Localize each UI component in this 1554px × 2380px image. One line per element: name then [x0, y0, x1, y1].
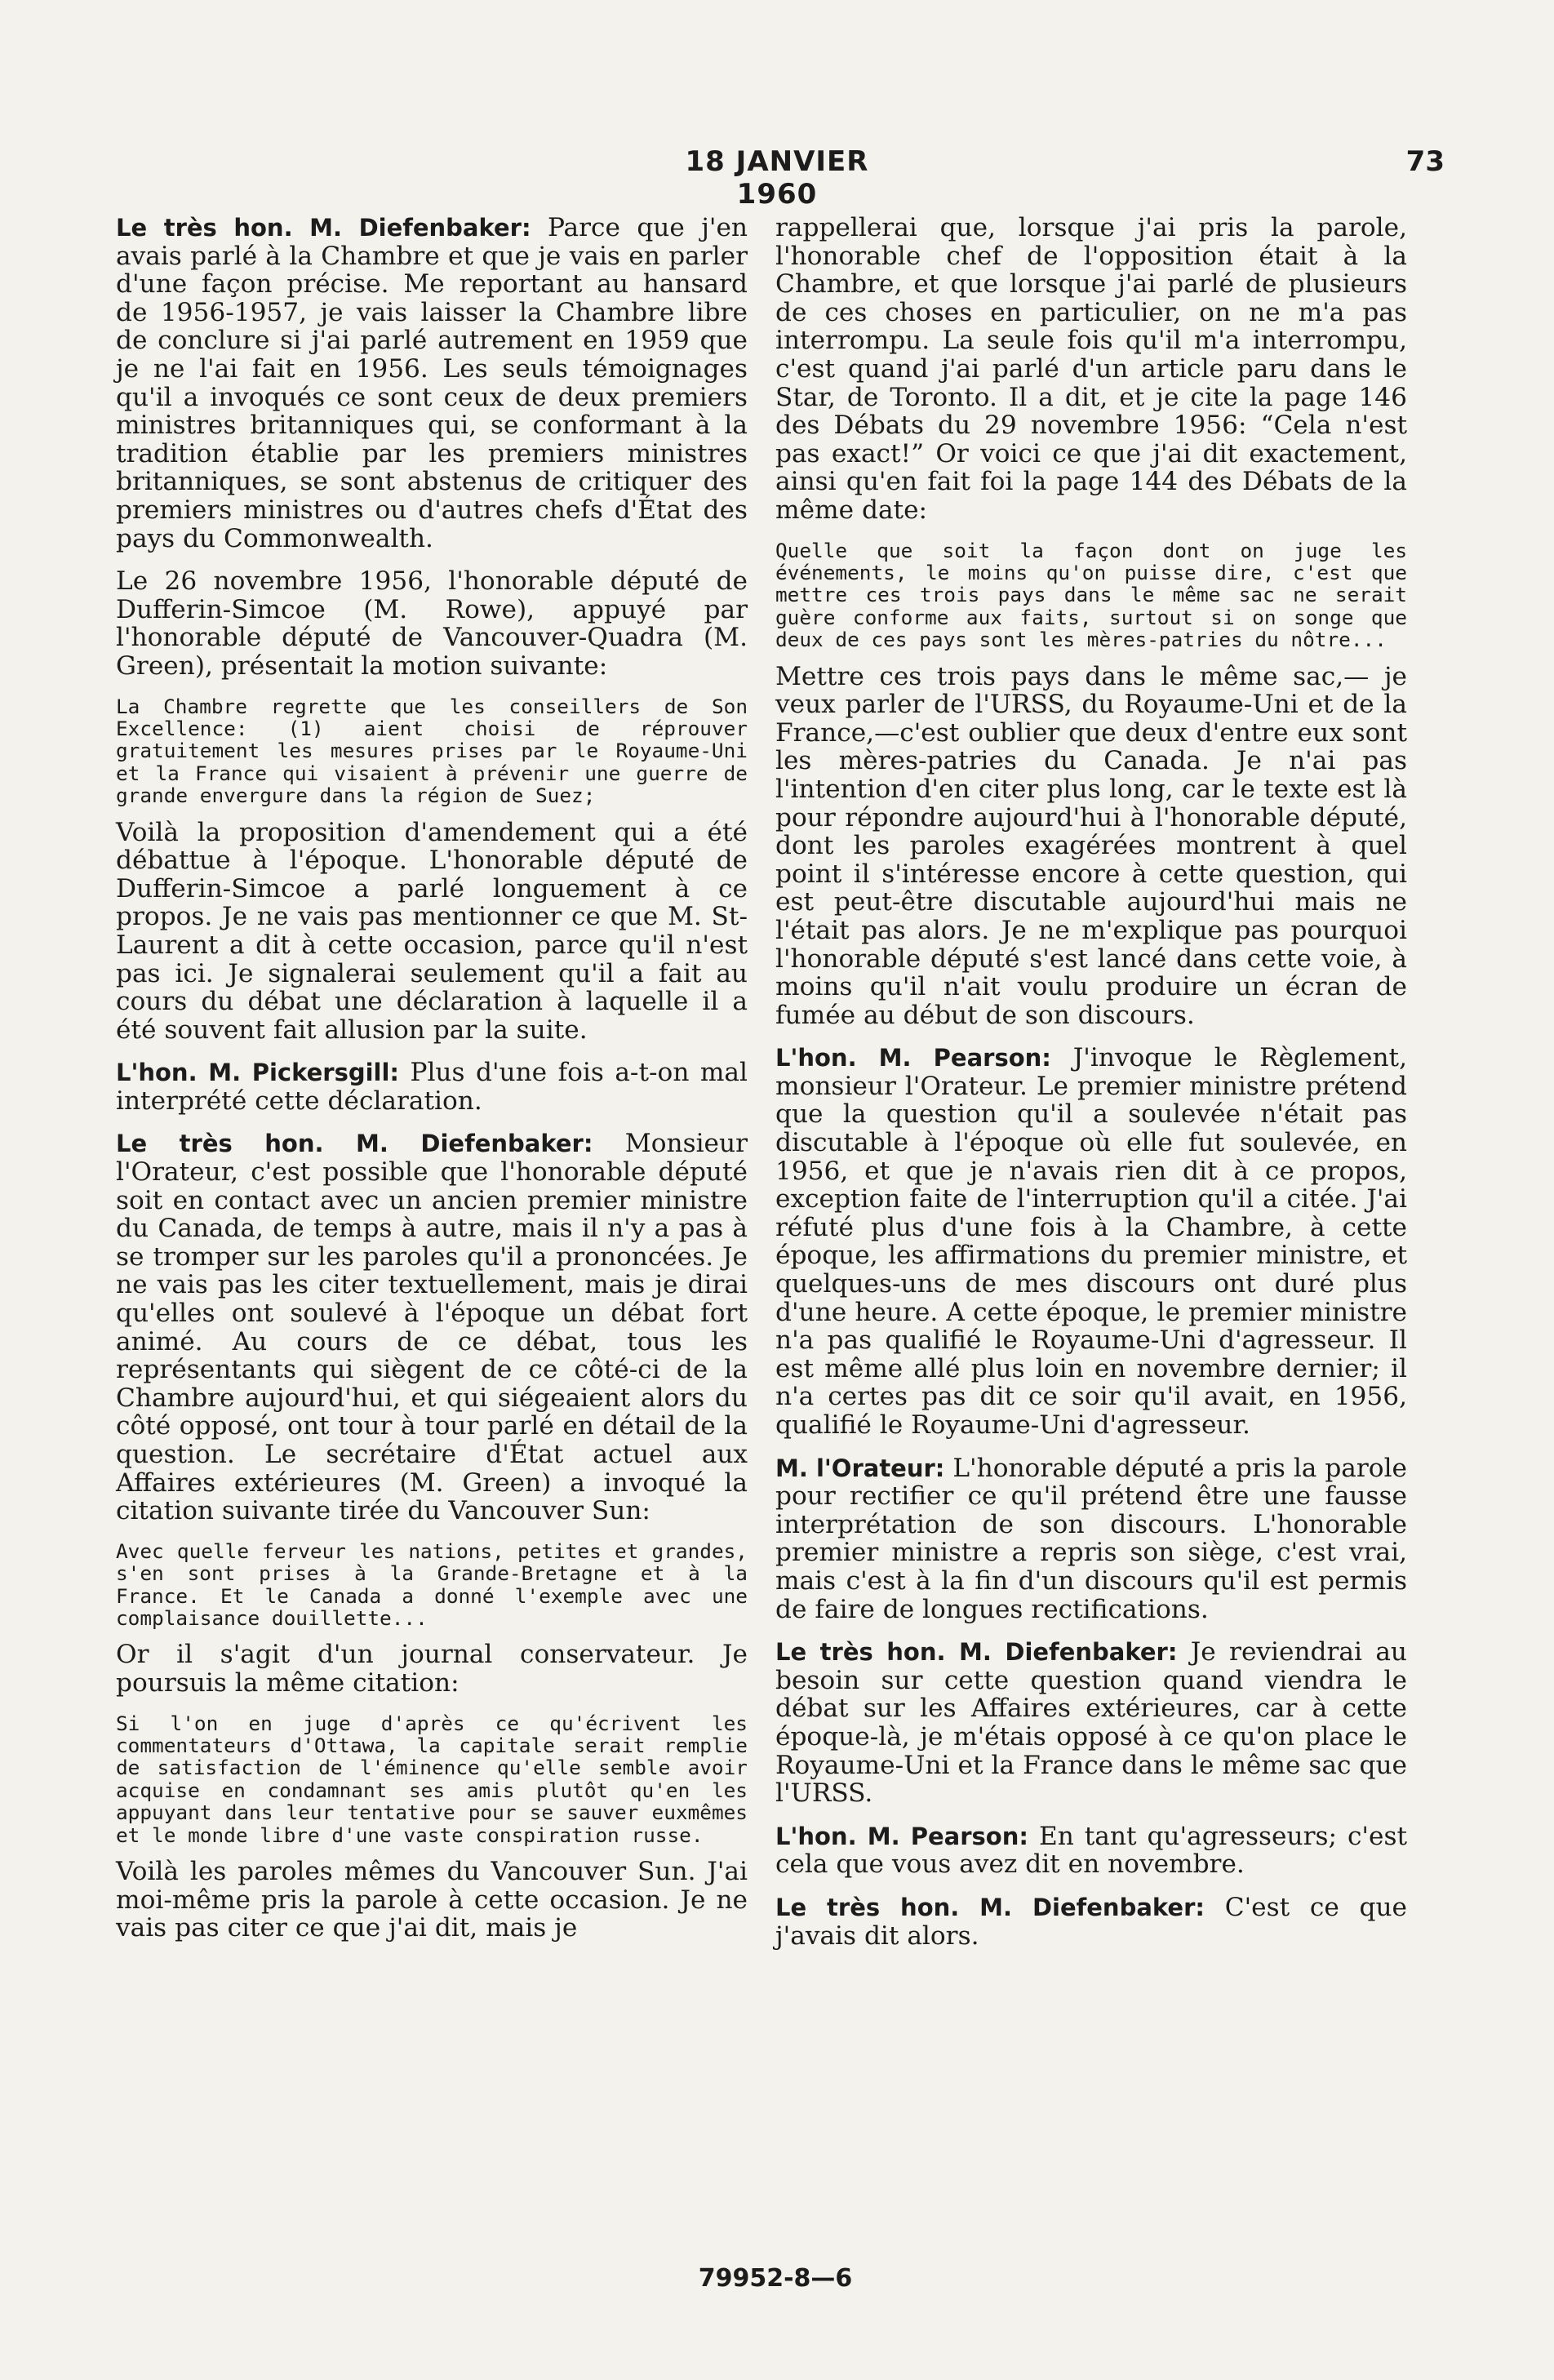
paragraph: Voilà la proposition d'amendement qui a été débattue à l'époque. L'honorable député de Dufferin-Simcoe a parlé longuement à ce propos. Je ne vais pas mentionner ce que M. St-Laurent a dit à cette occasion, parce qu'il n'est pas ici. Je signalerai seulement qu'il a fait au cours du débat une déclaration à laquelle il a été souvent fait allusion par la suite. — [116, 817, 748, 1045]
speech-paragraph — [775, 1044, 1407, 1439]
speech-paragraph — [116, 1059, 748, 1115]
speech-text: Parce que j'en avais parlé à la Chambre et que je vais en parler d'une façon précise. Me reportant au hansard de 1956-1957, je vais laisser la Chambre libre de conclure si j'ai parlé autrement en 1959 que je ne l'ai fait en 1956. Les seuls témoignages qu'il a invoqués ce sont ceux de deux premiers ministres britanniques qui, se conformant à la tradition établie par les premiers ministres britanniques, se sont abstenus de critiquer des premiers ministres ou d'autres chefs d'État des pays du Commonwealth. — [116, 213, 748, 553]
speaker-name: L'hon. M. Pickersgill: — [116, 1059, 400, 1087]
speech-paragraph — [775, 1638, 1407, 1808]
speaker-name: L'hon. M. Pearson: — [775, 1044, 1051, 1072]
block-quote: Si l'on en juge d'après ce qu'écrivent les commentateurs d'Ottawa, la capitale serait remplie de satisfaction de l'éminence qu'elle semble avoir acquise en condamnant ses amis plutôt qu'en les appuyant dans leur tentative pour se sauver euxmêmes et le monde libre d'une vaste conspiration russe. — [116, 1711, 748, 1847]
speech-text: Monsieur l'Orateur, c'est possible que l'honorable député soit en contact avec un ancien premier ministre du Canada, de temps à autre, mais il n'y a pas à se tromper sur les paroles qu'il a prononcées. Je ne vais pas les citer textuellement, mais je dirai qu'elles ont soulevé à l'époque un débat fort animé. Au cours de ce débat, tous les représentants qui siègent de ce côté-ci de la Chambre aujourd'hui, et qui siégeaient alors du côté opposé, ont tour à tour parlé en détail de la question. Le secrétaire d'État actuel aux Affaires extérieures (M. Green) a invoqué la citation suivante tirée du Vancouver Sun: — [116, 1129, 748, 1526]
page-number: 73 — [1405, 145, 1445, 178]
paragraph: Mettre ces trois pays dans le même sac,— je veux parler de l'URSS, du Royaume-Uni et de la France,—c'est oublier que deux d'entre eux sont les mères-patries du Canada. Je n'ai pas l'intention d'en citer plus long, car le texte est là pour répondre aujourd'hui à l'honorable député, dont les paroles exagérées montrent à quel point il s'intéresse encore à cette question, qui est peut-être discutable aujourd'hui mais ne l'était pas alors. Je ne m'explique pas pourquoi l'honorable député s'est lancé dans cette voie, à moins qu'il n'ait voulu produire un écran de fumée au début de son discours. — [775, 661, 1407, 1030]
left-column — [116, 214, 748, 1957]
speech-text: Je reviendrai au besoin sur cette question quand viendra le débat sur les Affaires extérieures, car à cette époque-là, je m'étais opposé à ce qu'on place le Royaume-Uni et la France dans le même sac que l'URSS. — [775, 1637, 1407, 1809]
speech-text: C'est ce que j'avais dit alors. — [775, 1892, 1408, 1951]
speech-paragraph — [775, 1454, 1407, 1624]
speech-paragraph — [775, 1823, 1407, 1879]
speech-paragraph — [116, 1130, 748, 1525]
speaker-name: Le très hon. M. Diefenbaker: — [116, 1130, 593, 1158]
speech-paragraph — [116, 214, 748, 553]
speaker-name: Le très hon. M. Diefenbaker: — [116, 214, 531, 242]
block-quote: Avec quelle ferveur les nations, petites et grandes, s'en sont prises à la Grande-Bretagne et à la France. Et le Canada a donné l'exemple avec une complaisance douillette... — [116, 1539, 748, 1630]
speech-paragraph — [775, 1894, 1407, 1950]
block-quote: La Chambre regrette que les conseillers de Son Excellence: (1) aient choisi de réprouver gratuitement les mesures prises par le Royaume-Uni et la France qui visaient à prévenir une guerre de grande envergure dans la région de Suez; — [116, 694, 748, 808]
right-column — [775, 214, 1407, 1965]
footer-code: 79952-8—6 — [698, 2264, 853, 2293]
speaker-name: M. l'Orateur: — [775, 1454, 945, 1482]
speech-text: En tant qu'agresseurs; c'est cela que vous avez dit en novembre. — [775, 1821, 1407, 1880]
speaker-name: Le très hon. M. Diefenbaker: — [775, 1893, 1205, 1921]
paragraph: Or il s'agit d'un journal conservateur. Je poursuis la même citation: — [116, 1640, 748, 1698]
speech-text: L'honorable député a pris la parole pour rectifier ce qu'il prétend être une fausse interprétation de son discours. L'honorable premier ministre a repris son siège, c'est vrai, mais c'est à la fin d'un discours qu'il est permis de faire de longues rectifications. — [775, 1453, 1407, 1624]
running-header-date: 18 JANVIER 1960 — [685, 145, 869, 211]
speaker-name: L'hon. M. Pearson: — [775, 1822, 1028, 1850]
block-quote: Quelle que soit la façon dont on juge les événements, le moins qu'on puisse dire, c'est que mettre ces trois pays dans le même sac ne serait guère conforme aux faits, surtout si on songe que deux de ces pays sont les mères-patries du nôtre... — [775, 538, 1407, 652]
paragraph: Le 26 novembre 1956, l'honorable député de Dufferin-Simcoe (M. Rowe), appuyé par l'honorable député de Vancouver-Quadra (M. Green), présentait la motion suivante: — [116, 566, 748, 681]
speaker-name: Le très hon. M. Diefenbaker: — [775, 1638, 1178, 1667]
paragraph: Voilà les paroles mêmes du Vancouver Sun. J'ai moi-même pris la parole à cette occasion. Je ne vais pas citer ce que j'ai dit, mais je — [116, 1857, 748, 1943]
speech-text: Plus d'une fois a-t-on mal interprété cette déclaration. — [116, 1058, 748, 1116]
paragraph: rappellerai que, lorsque j'ai pris la parole, l'honorable chef de l'opposition était à la Chambre, et que lorsque j'ai parlé de plusieurs de ces choses en particulier, on ne m'a pas interrompu. La seule fois qu'il m'a interrompu, c'est quand j'ai parlé d'un article paru dans le Star, de Toronto. Il a dit, et je cite la page 146 des Débats du 29 novembre 1956: “Cela n'est pas exact!” Or voici ce que j'ai dit exactement, ainsi qu'en fait foi la page 144 des Débats de la même date: — [775, 213, 1407, 525]
speech-text: J'invoque le Règlement, monsieur l'Orateur. Le premier ministre prétend que la question qu'il a soulevée n'était pas discutable à l'époque où elle fut soulevée, en 1956, et que je n'avais rien dit à ce propos, exception faite de l'interruption qu'il a citée. J'ai réfuté plus d'une fois à la Chambre, à cette époque, les affirmations du premier ministre, et quelques-uns de mes discours ont duré plus d'une heure. A cette époque, le premier ministre n'a pas qualifié le Royaume-Uni d'agresseur. Il est même allé plus loin en novembre dernier; il n'a certes pas dit ce soir qu'il avait, en 1956, qualifié le Royaume-Uni d'agresseur. — [775, 1043, 1407, 1440]
